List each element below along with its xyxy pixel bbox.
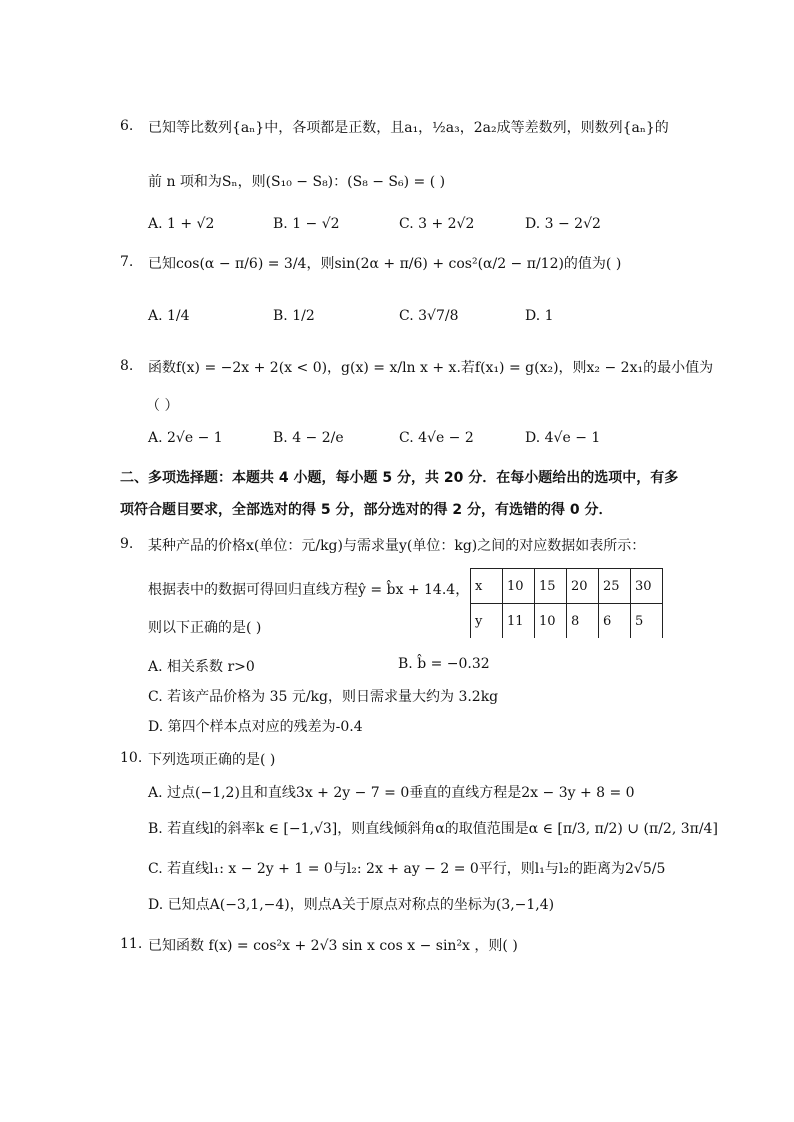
question-stem-line-2: （ ） (146, 398, 179, 414)
table-cell: 25 (599, 569, 631, 604)
question-stem-line-1: 已知cos(α − π/6) = 3/4，则sin(2α + π/6) + cos²(α/2 − π/12)的值为( ) (148, 256, 622, 272)
option-c: C. 若该产品价格为 35 元/kg，则日需求量大约为 3.2kg (148, 689, 499, 705)
table-row-y (471, 604, 663, 639)
table-cell: 10 (503, 569, 535, 604)
option-c: C. 3√7/8 (399, 308, 459, 324)
option-b: B. b̂ = −0.32 (398, 656, 490, 672)
question-stem-line-3: 则以下正确的是( ) (148, 620, 262, 636)
table-cell: 5 (631, 604, 663, 639)
question-stem-line-2: 前 n 项和为Sₙ，则(S₁₀ − S₈)：(S₈ − S₆) = ( ) (148, 174, 446, 190)
question-stem-line-1: 下列选项正确的是( ) (148, 752, 276, 768)
table-cell: 15 (535, 569, 567, 604)
question-number: 8. (120, 358, 134, 374)
table-cell: x (471, 569, 503, 604)
option-a: A. 过点(−1,2)且和直线3x + 2y − 7 = 0垂直的直线方程是2x − 3y + 8 = 0 (148, 785, 635, 801)
table-cell: 6 (599, 604, 631, 639)
option-c: C. 3 + 2√2 (399, 216, 475, 232)
option-c: C. 4√e − 2 (399, 430, 474, 446)
option-d: D. 已知点A(−3,1,−4)，则点A关于原点对称点的坐标为(3,−1,4) (148, 897, 555, 913)
table-cell: 10 (535, 604, 567, 639)
question-number: 10. (120, 750, 143, 766)
option-b: B. 若直线l的斜率k ∈ [−1,√3]，则直线倾斜角α的取值范围是α ∈ [π/3, π/2) ∪ (π/2, 3π/4] (148, 821, 718, 837)
question-number: 6. (120, 118, 134, 134)
question-stem-line-1: 已知函数 f(x) = cos²x + 2√3 sin x cos x − sin²x ，则( ) (148, 938, 518, 954)
table-cell: 11 (503, 604, 535, 639)
option-d: D. 第四个样本点对应的残差为-0.4 (148, 719, 363, 735)
table-cell: y (471, 604, 503, 639)
section-heading-line-2: 项符合题目要求，全部选对的得 5 分，部分选对的得 2 分，有选错的得 0 分． (120, 502, 613, 518)
question-number: 9. (120, 536, 134, 552)
option-b: B. 1/2 (273, 308, 315, 324)
option-d: D. 1 (525, 308, 554, 324)
option-a: A. 相关系数 r>0 (148, 659, 255, 675)
table-row-x (471, 569, 663, 604)
question-stem-line-1: 已知等比数列{aₙ}中，各项都是正数，且a₁，½a₃，2a₂成等差数列，则数列{aₙ}的 (148, 120, 669, 136)
data-table (470, 568, 663, 638)
question-number: 7. (120, 254, 134, 270)
option-b: B. 4 − 2/e (273, 430, 344, 446)
table-cell: 8 (567, 604, 599, 639)
question-stem-line-1: 函数f(x) = −2x + 2(x < 0)，g(x) = x/ln x + x.若f(x₁) = g(x₂)，则x₂ − 2x₁的最小值为 (148, 360, 714, 376)
option-c: C. 若直线l₁: x − 2y + 1 = 0与l₂: 2x + ay − 2 = 0平行，则l₁与l₂的距离为2√5/5 (148, 861, 666, 877)
question-stem-line-1: 某种产品的价格x(单位：元/kg)与需求量y(单位：kg)之间的对应数据如表所示： (148, 538, 646, 554)
question-stem-line-2: 根据表中的数据可得回归直线方程ŷ = b̂x + 14.4， (148, 582, 470, 598)
table-cell: 20 (567, 569, 599, 604)
section-heading-line-1: 二、多项选择题：本题共 4 小题，每小题 5 分，共 20 分．在每小题给出的选项中，有多 (120, 470, 679, 486)
question-number: 11. (120, 936, 143, 952)
option-d: D. 4√e − 1 (525, 430, 601, 446)
option-a: A. 2√e − 1 (148, 430, 223, 446)
table-cell: 30 (631, 569, 663, 604)
option-a: A. 1/4 (148, 308, 190, 324)
option-a: A. 1 + √2 (148, 216, 215, 232)
option-d: D. 3 − 2√2 (525, 216, 601, 232)
option-b: B. 1 − √2 (273, 216, 340, 232)
